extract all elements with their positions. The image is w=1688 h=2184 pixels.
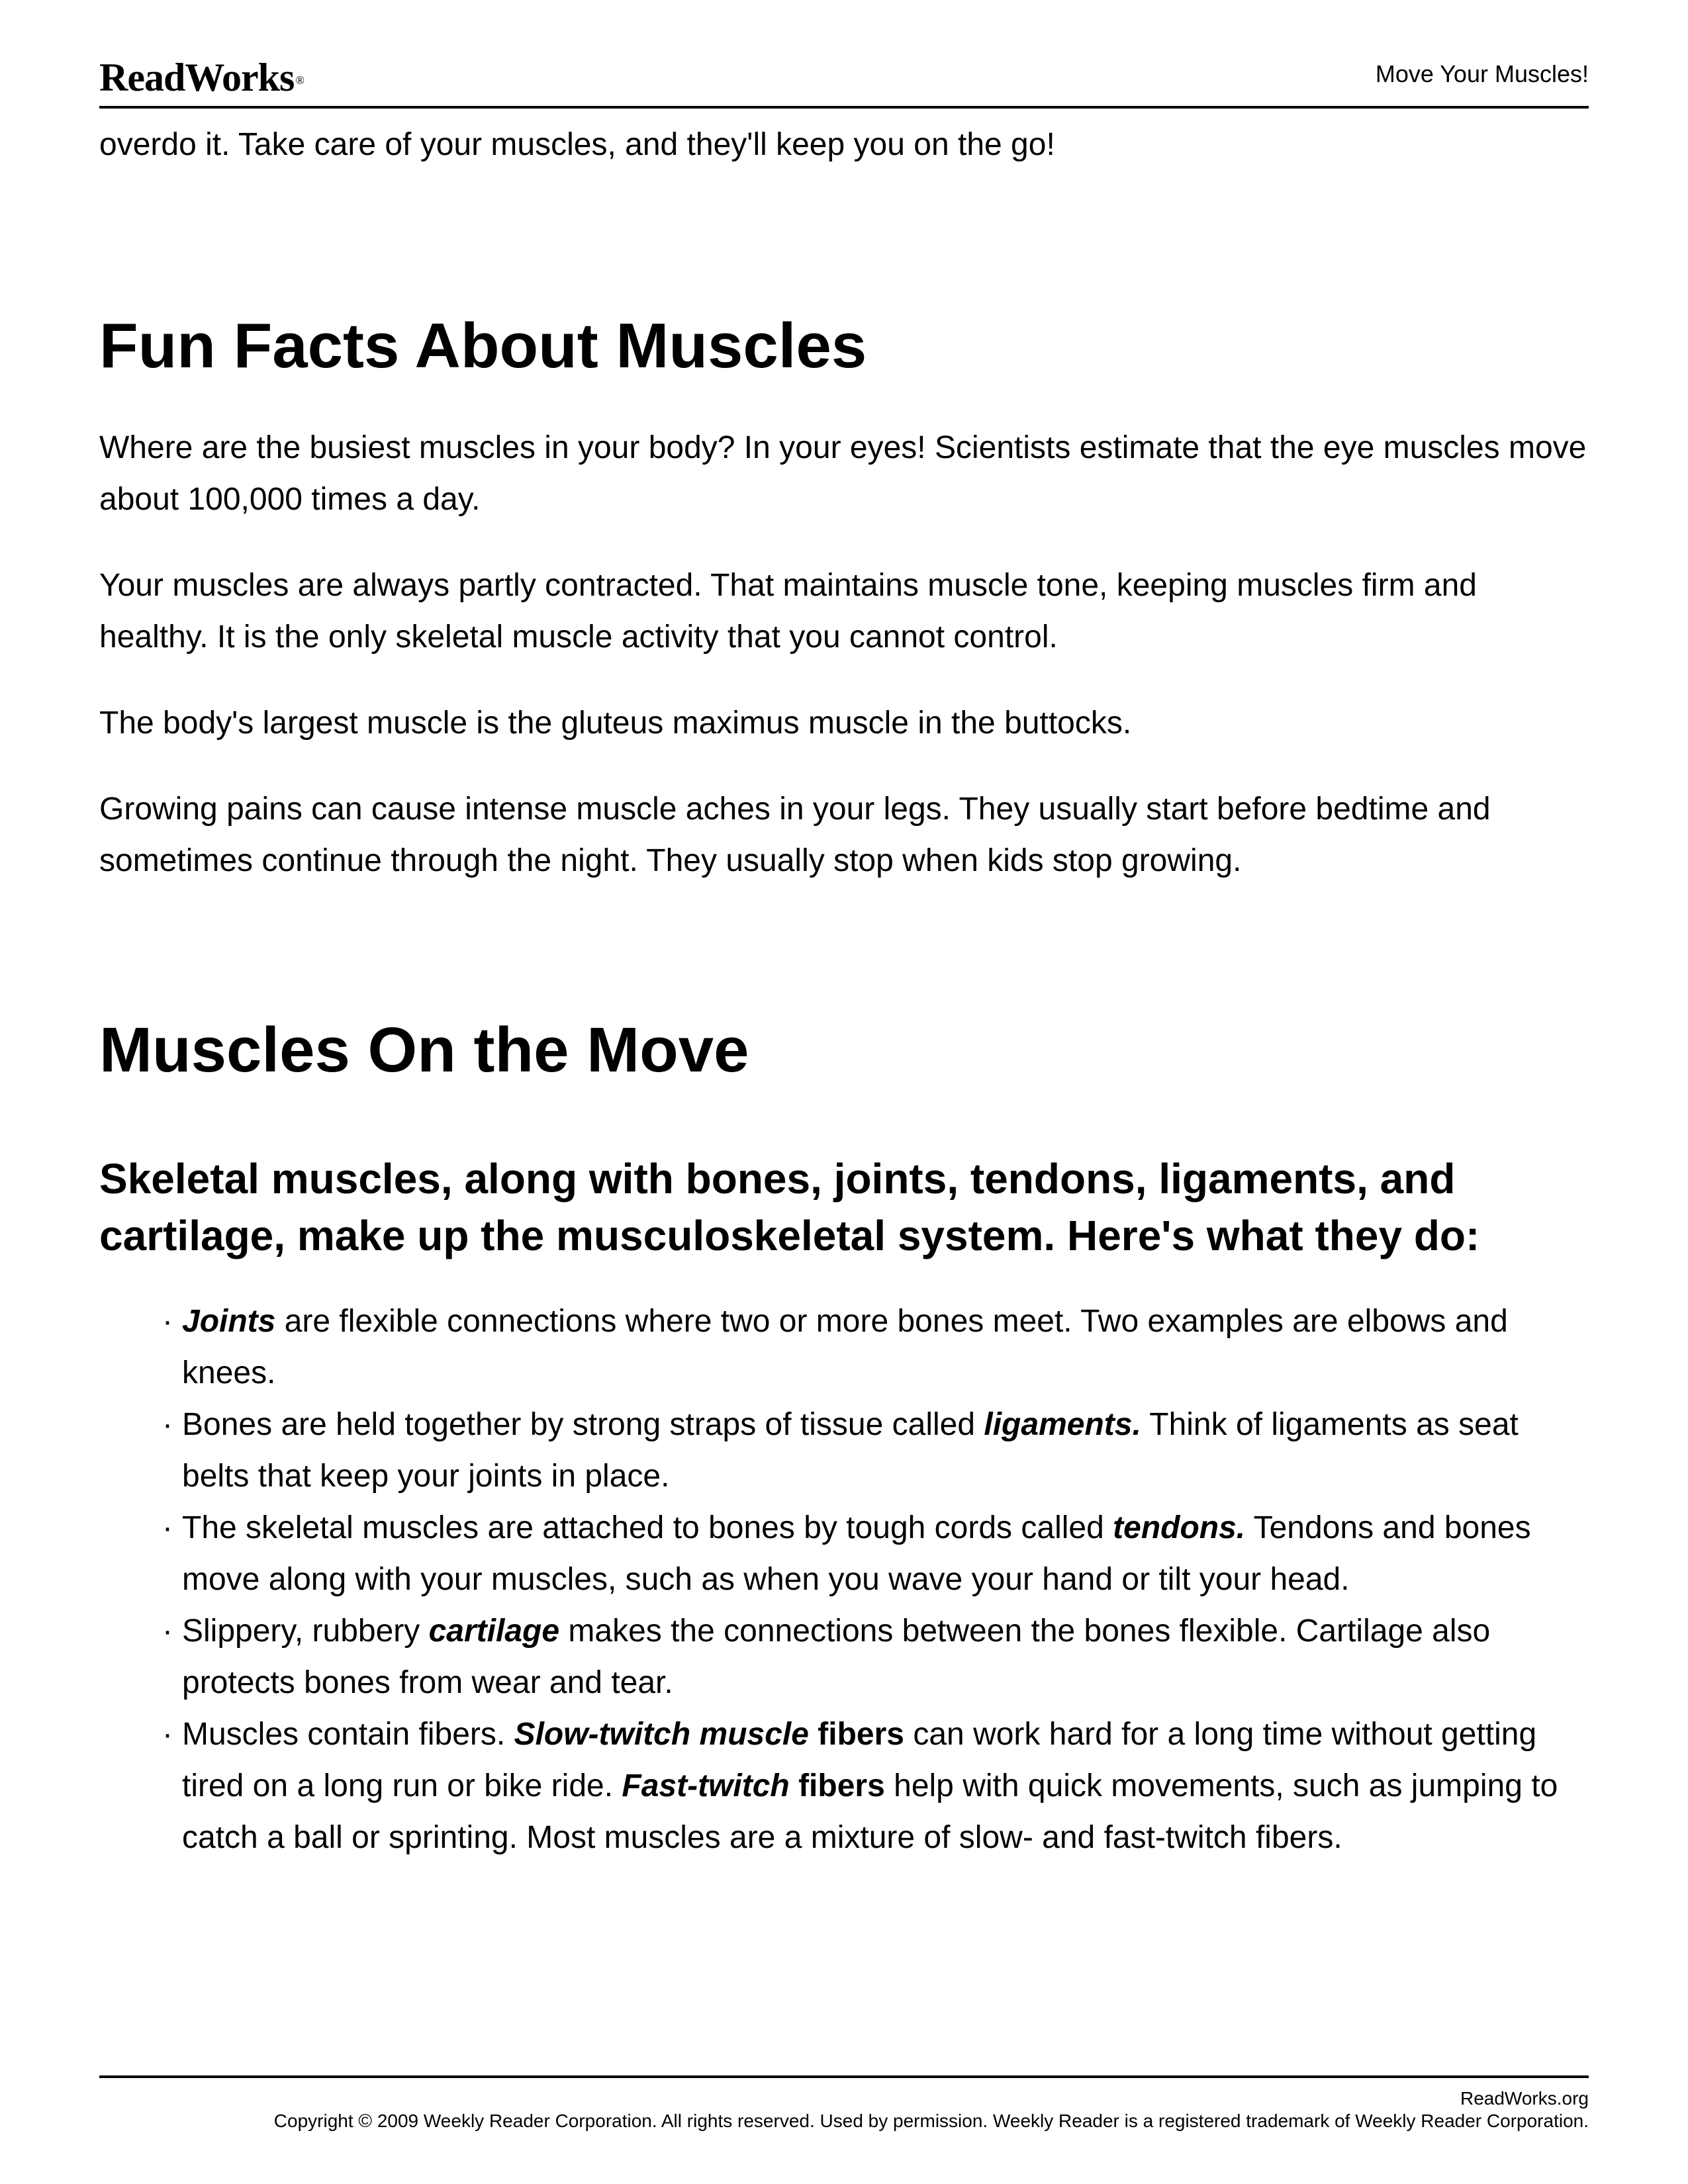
list-item-text: help with quick movements, such as jumping to catch a ball or sprinting. Most muscles are a mixture of slow- and fast-twitch fibers. [182, 1768, 1558, 1855]
readworks-logo [99, 54, 304, 101]
page-content [99, 119, 1589, 1864]
list-item-text: can work hard for a long time without getting tired on a long run or bike ride. [182, 1717, 1537, 1803]
list-item-text: Muscles contain fibers. [182, 1717, 514, 1752]
list-item-text: Bones are held together by strong straps of tissue called [182, 1407, 984, 1442]
list-item [162, 1606, 1589, 1709]
term-fibers: fibers [789, 1768, 885, 1803]
fun-facts-heading: Fun Facts About Muscles [99, 310, 867, 381]
term-ligaments: ligaments. [984, 1407, 1141, 1442]
page-footer [99, 2075, 1589, 2132]
list-item-text: Slippery, rubbery [182, 1614, 429, 1649]
fun-fact-paragraph: Where are the busiest muscles in your body? In your eyes! Scientists estimate that the eye muscles move about 100,000 times a day. [99, 430, 1587, 517]
list-item [162, 1399, 1589, 1502]
list-item-text: are flexible connections where two or more bones meet. Two examples are elbows and knees. [182, 1304, 1508, 1390]
term-slow-twitch: Slow-twitch muscle [514, 1717, 809, 1752]
bullet-dot: · [162, 1407, 173, 1442]
list-item-text: The skeletal muscles are attached to bones by tough cords called [182, 1510, 1113, 1545]
list-item [162, 1502, 1589, 1606]
bullet-dot: · [162, 1614, 173, 1649]
term-cartilage: cartilage [428, 1614, 560, 1649]
fun-fact-paragraph: Your muscles are always partly contracted. That maintains muscle tone, keeping muscles firm and healthy. It is the only skeletal muscle activity that you cannot control. [99, 568, 1477, 655]
muscles-on-move-heading: Muscles On the Move [99, 1015, 749, 1085]
musculoskeletal-subheading: Skeletal muscles, along with bones, joints, tendons, ligaments, and cartilage, make up the musculoskeletal system. Here's what they do: [99, 1155, 1480, 1259]
footer-copyright: Copyright © 2009 Weekly Reader Corporation. All rights reserved. Used by permission. Weekly Reader is a registered trademark of Weekly Reader Corporation. [273, 2111, 1589, 2131]
term-joints: Joints [182, 1304, 276, 1339]
fun-fact-paragraph: Growing pains can cause intense muscle aches in your legs. They usually start before bedtime and sometimes continue through the night. They usually stop when kids stop growing. [99, 792, 1491, 878]
list-item [162, 1296, 1589, 1399]
page-header [99, 54, 1589, 109]
bullet-dot: · [162, 1717, 173, 1752]
fun-fact-paragraph: The body's largest muscle is the gluteus maximus muscle in the buttocks. [99, 705, 1132, 741]
registered-mark: ® [295, 73, 305, 87]
bullet-dot: · [162, 1510, 173, 1545]
footer-site: ReadWorks.org [1460, 2088, 1589, 2109]
lead-paragraph: overdo it. Take care of your muscles, and they'll keep you on the go! [99, 127, 1055, 162]
logo-text: ReadWorks [99, 56, 295, 99]
list-item-text: makes the connections between the bones flexible. Cartilage also protects bones from wear and tear. [182, 1614, 1491, 1700]
term-tendons: tendons. [1113, 1510, 1246, 1545]
term-fibers: fibers [808, 1717, 904, 1752]
term-fast-twitch: Fast-twitch [622, 1768, 790, 1803]
list-item-text: Think of ligaments as seat belts that keep your joints in place. [182, 1407, 1519, 1494]
document-page [99, 0, 1589, 2184]
bullet-dot: · [162, 1304, 173, 1339]
document-title: Move Your Muscles! [1375, 60, 1589, 87]
list-item [162, 1709, 1589, 1864]
list-item-text: Tendons and bones move along with your muscles, such as when you wave your hand or tilt your head. [182, 1510, 1531, 1597]
musculoskeletal-list [99, 1296, 1589, 1864]
